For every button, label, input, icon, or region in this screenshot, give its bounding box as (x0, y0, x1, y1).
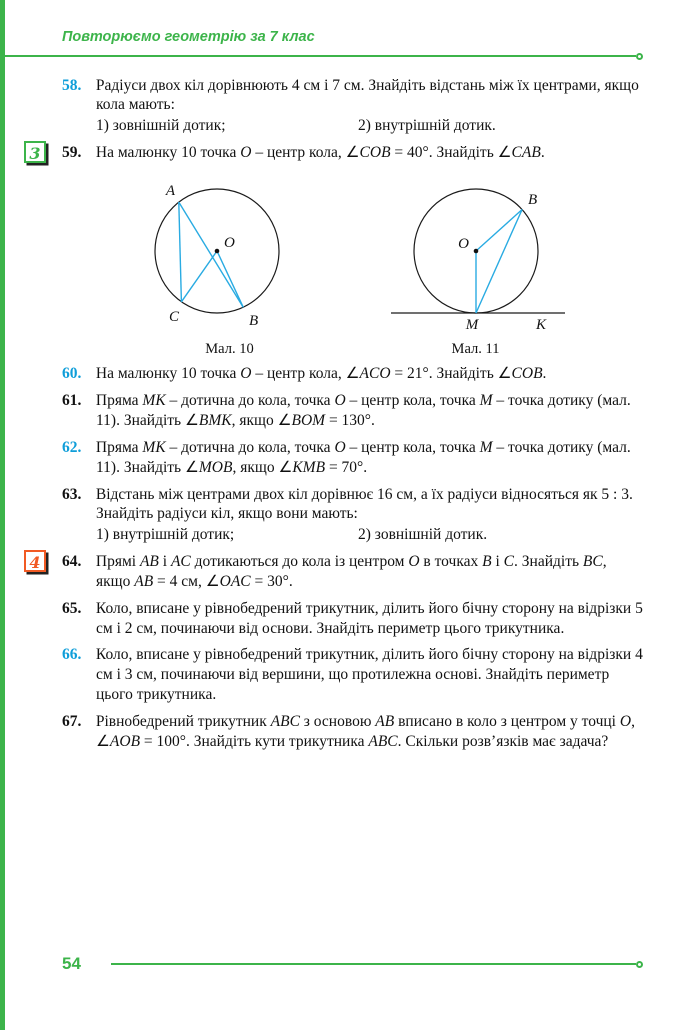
problem-subitems (96, 525, 643, 545)
subitem-1: 1) зовнішній дотик; (96, 117, 226, 135)
problem-text: Прямі AB і AC дотикаються до кола із центром O в точках B і C. Знайдіть BC, якщо AB = 4 см, ∠OAC = 30°. (95, 553, 607, 590)
problem-64 (29, 552, 643, 592)
problem-text: Пряма MK – дотична до кола, точка O – центр кола, точка M – точка дотику (мал. 11). Знайдіть ∠BMK, якщо ∠BOM = 130°. (95, 392, 631, 430)
label-c: C (168, 308, 179, 325)
label-o: O (457, 235, 469, 252)
page-content (29, 76, 643, 752)
problem-text: Пряма MK – дотична до кола, точка O – центр кола, точка M – точка дотику (мал. 11). Знайдіть ∠MOB, якщо ∠KMB = 70°. (95, 438, 631, 476)
radius-ob (476, 209, 522, 251)
left-edge-accent-bar (0, 0, 5, 1030)
page-footer (0, 953, 695, 975)
problem-number: 66. (62, 646, 82, 664)
problem-number: 58. (62, 76, 82, 94)
figure-10 (135, 171, 325, 359)
problem-text: Коло, вписане у рівнобедрений трикутник, ділить його бічну сторону на відрізки 4 см і 3 см, починаючи від вершини, що протилежна основі. Знайдіть периметр цього трикутника. (95, 646, 643, 703)
problem-number: 63. (62, 485, 82, 503)
radius-oc (181, 251, 217, 302)
label-b: B (527, 191, 537, 208)
problem-61 (62, 391, 643, 431)
figure-caption: Мал. 10 (205, 340, 254, 357)
figure-11 (381, 171, 571, 359)
problem-58 (62, 76, 643, 136)
figures-row (62, 171, 643, 359)
problem-67 (62, 712, 643, 752)
problem-text: Радіуси двох кіл дорівнюють 4 см і 7 см. Знайдіть відстань між їх центрами, якщо кола мають: (95, 76, 639, 114)
problem-number: 59. (62, 144, 82, 162)
problem-text: Відстань між центрами двох кіл дорівнює 16 см, а їх радіуси відносяться як 5 : 3. Знайдіть радіуси кіл, якщо вони мають: (95, 485, 633, 523)
problem-number: 62. (62, 438, 82, 456)
problem-number: 65. (62, 599, 82, 617)
problem-number: 64. (62, 553, 82, 571)
label-k: K (535, 316, 546, 333)
problem-text: Рівнобедрений трикутник ABC з основою AB вписано в коло з центром у точці O, ∠AOB = 100°. Знайдіть кути трикутника ABC. Скільки розв’язків має задача? (95, 712, 635, 750)
label-a: A (165, 182, 175, 199)
subitem-2: 2) внутрішній дотик. (358, 117, 496, 135)
center-point-o (473, 249, 478, 254)
problem-number: 67. (62, 712, 82, 730)
footer-rule-dot-icon (636, 961, 643, 968)
header-rule-line (0, 55, 636, 57)
center-point-o (214, 249, 219, 254)
chord-ac (178, 202, 181, 302)
footer-rule-line (111, 963, 636, 965)
problem-number: 61. (62, 392, 82, 410)
problem-subitems (96, 116, 643, 136)
problem-60 (62, 364, 643, 384)
problem-66 (62, 645, 643, 704)
problem-59 (29, 143, 643, 164)
problem-62 (62, 438, 643, 478)
figure-caption: Мал. 11 (451, 340, 500, 357)
problem-text: Коло, вписане у рівнобедрений трикутник, ділить його бічну сторону на відрізки 5 см і 2 см, починаючи від основи. Знайдіть периметр цього трикутника. (95, 599, 643, 637)
problem-text: На малюнку 10 точка O – центр кола, ∠ACO = 21°. Знайдіть ∠COB. (95, 365, 547, 383)
figure-10-drawing (135, 171, 325, 335)
header-title: Повторюємо геометрію за 7 клас (62, 29, 315, 45)
problem-text: На малюнку 10 точка O – центр кола, ∠COB = 40°. Знайдіть ∠CAB. (95, 144, 545, 162)
figure-11-drawing (381, 171, 571, 335)
label-b: B (248, 312, 258, 329)
label-m: M (465, 316, 478, 333)
problem-number: 60. (62, 365, 82, 383)
header-rule (0, 53, 695, 60)
header-rule-dot-icon (636, 53, 643, 60)
subitem-2: 2) зовнішній дотик. (358, 526, 488, 544)
difficulty-badge-3: 3 (24, 141, 46, 163)
label-o: O (223, 234, 235, 251)
page-header (0, 0, 695, 60)
problem-63 (62, 485, 643, 545)
page-number: 54 (62, 954, 81, 974)
chord-mb (476, 209, 522, 313)
difficulty-badge-4: 4 (24, 550, 46, 572)
subitem-1: 1) внутрішній дотик; (96, 526, 235, 544)
radius-ob (217, 251, 243, 307)
problem-65 (62, 599, 643, 639)
